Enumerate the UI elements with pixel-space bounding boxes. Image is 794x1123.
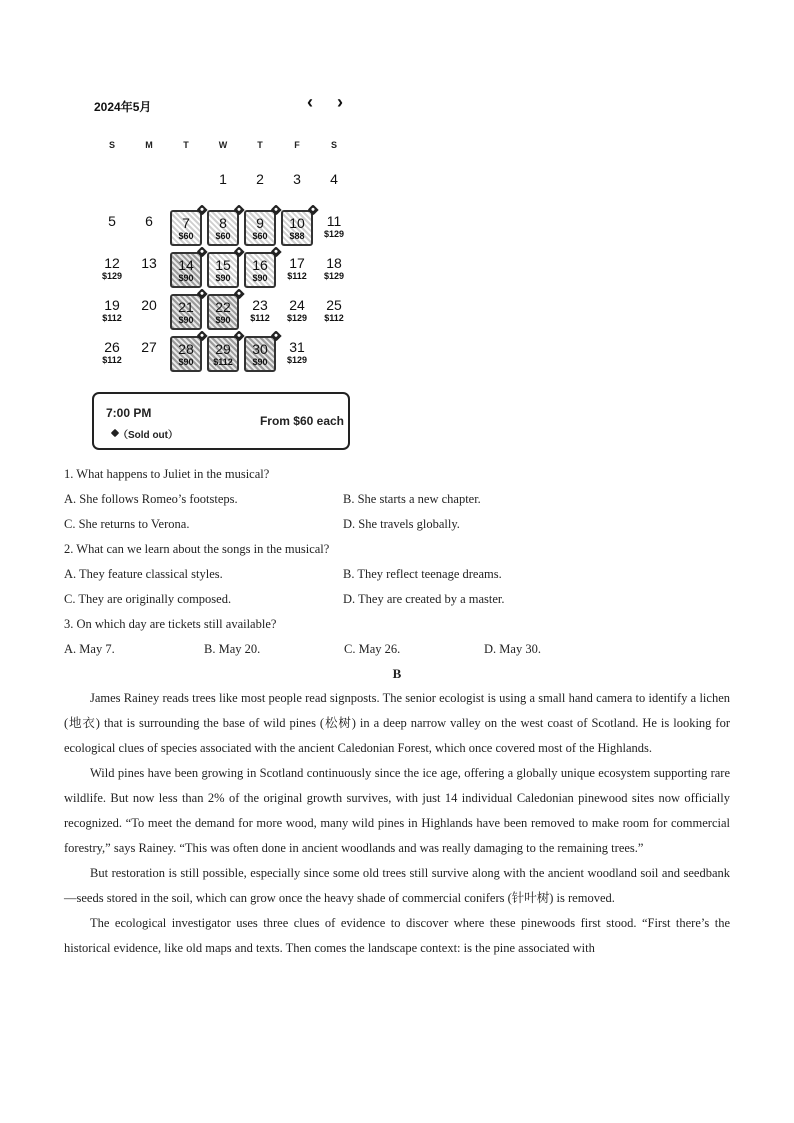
day-number: 29 [215,341,231,357]
day-price: $60 [252,231,268,241]
weekday-label: S [330,140,337,150]
day-number: 3 [293,171,301,187]
calendar-day[interactable] [244,210,276,246]
day-number: 25 [326,297,342,313]
calendar-day[interactable] [96,210,128,246]
day-number: 15 [215,257,231,273]
calendar-day[interactable] [170,252,202,288]
answer-option: C. They are originally composed. [64,592,232,606]
day-number: 12 [104,255,120,271]
calendar-day[interactable] [207,168,239,204]
ticket-tag-icon [270,246,281,257]
day-number: 11 [326,213,342,229]
day-number: 6 [145,213,153,229]
section-heading: B [392,666,402,681]
day-number: 9 [256,215,264,231]
reading-passage [64,686,730,961]
answer-option: C. May 26. [344,642,401,656]
calendar-day[interactable] [244,294,276,330]
day-price: $112 [213,357,233,367]
calendar-day[interactable] [96,294,128,330]
calendar-day[interactable] [207,294,239,330]
passage-paragraph: But restoration is still possible, especially since some old trees still survive along with the ancient woodland soil and seedbank—seeds stored in the soil, which can grow once the heavy shade of commercial conifers (针叶树) is removed. [64,866,730,905]
day-price: $129 [101,271,123,281]
day-price: $88 [289,231,305,241]
calendar-day[interactable] [207,336,239,372]
day-number: 13 [141,255,157,271]
calendar-day[interactable] [244,168,276,204]
day-price: $90 [252,357,268,367]
day-price: $112 [102,313,122,323]
calendar-day[interactable] [133,294,165,330]
calendar-day[interactable] [244,252,276,288]
day-price: $90 [178,357,194,367]
day-price: $129 [323,271,345,281]
showtime-price: From $60 each [259,414,344,428]
passage-paragraph: Wild pines have been growing in Scotland continuously since the ice age, offering a globally unique ecosystem supporting rare wildlife. But now less than 2% of the original growth survives, with just 14 individual Caledonian pinewood sites now officially recognized. “To meet the demand for more wood, many wild pines in Highlands have been removed to make room for commercial forestry,” says Rainey. “This was often done in ancient woodlands and was really damaging to the remaining trees.” [64,766,730,855]
calendar-day[interactable] [281,252,313,288]
calendar-day[interactable] [207,252,239,288]
ticket-tag-icon [196,330,207,341]
answer-option: A. She follows Romeo’s footsteps. [64,492,238,506]
ticket-tag-icon [196,288,207,299]
day-number: 20 [141,297,157,313]
day-price: $112 [324,313,344,323]
passage-paragraph: The ecological investigator uses three clues of evidence to discover where these pinewoods first stood. “First there’s the historical evidence, like old maps and texts. Then comes the landscape context: is the pine associated with [64,916,730,955]
ticket-tag-icon [196,246,207,257]
day-price: $129 [323,229,345,239]
answer-option: B. They reflect teenage dreams. [343,567,502,581]
day-number: 28 [178,341,194,357]
ticket-tag-icon [233,246,244,257]
answer-option: B. She starts a new chapter. [343,492,481,506]
ticket-tag-icon [233,330,244,341]
question-text: 1. What happens to Juliet in the musical? [64,467,270,481]
calendar-month-title: 2024年5月 [94,100,152,114]
calendar-day[interactable] [170,336,202,372]
calendar-day[interactable] [170,210,202,246]
answer-option: D. She travels globally. [343,517,460,531]
answer-option: D. They are created by a master. [343,592,505,606]
day-number: 1 [219,171,227,187]
ticket-tag-icon [233,204,244,215]
day-price: $90 [178,273,194,283]
ticket-calendar [88,90,358,460]
calendar-day[interactable] [281,294,313,330]
day-number: 26 [104,339,120,355]
day-number: 27 [141,339,157,355]
weekday-label: F [294,140,300,150]
question-text: 3. On which day are tickets still available? [64,617,277,631]
sold-out-status: （Sold out） [118,430,178,441]
day-number: 8 [219,215,227,231]
day-price: $90 [215,315,231,325]
weekday-label: S [108,140,115,150]
day-number: 21 [178,299,194,315]
answer-option: D. May 30. [484,642,541,656]
day-number: 17 [289,255,305,271]
day-price: $112 [287,271,307,281]
day-number: 24 [289,297,305,313]
day-number: 10 [289,215,305,231]
calendar-day[interactable] [207,210,239,246]
ticket-tag-icon [196,204,207,215]
day-number: 22 [215,299,231,315]
next-month-chevron-icon[interactable]: › [337,92,343,112]
day-price: $90 [252,273,268,283]
calendar-day[interactable] [281,336,313,372]
calendar-day[interactable] [96,252,128,288]
ticket-tag-icon [307,204,318,215]
weekday-label: W [218,140,228,150]
day-price: $112 [102,355,122,365]
day-number: 19 [104,297,120,313]
day-price: $60 [178,231,194,241]
calendar-day[interactable] [133,252,165,288]
calendar-day[interactable] [170,294,202,330]
ticket-tag-icon [270,204,281,215]
weekday-label: T [183,140,189,150]
day-number: 7 [182,215,190,231]
day-number: 5 [108,213,116,229]
calendar-day[interactable] [244,336,276,372]
calendar-day[interactable] [318,252,350,288]
calendar-day[interactable] [318,210,350,246]
day-number: 16 [252,257,268,273]
answer-option: B. May 20. [204,642,261,656]
answer-option: A. They feature classical styles. [64,567,223,581]
day-number: 14 [178,257,194,273]
answer-option: C. She returns to Verona. [64,517,190,531]
calendar-day[interactable] [133,336,165,372]
day-price: $60 [215,231,231,241]
day-price: $90 [215,273,231,283]
calendar-day[interactable] [318,168,350,204]
prev-month-chevron-icon[interactable]: ‹ [307,92,313,112]
calendar-day[interactable] [281,210,313,246]
weekday-label: M [145,140,153,150]
weekday-label: T [257,140,263,150]
calendar-day[interactable] [281,168,313,204]
answer-option: A. May 7. [64,642,115,656]
day-price: $129 [286,313,308,323]
ticket-tag-icon [270,330,281,341]
calendar-day[interactable] [318,294,350,330]
day-price: $112 [250,313,270,323]
day-number: 23 [252,297,268,313]
day-price: $129 [286,355,308,365]
question-text: 2. What can we learn about the songs in the musical? [64,542,330,556]
day-number: 31 [289,339,305,355]
calendar-day[interactable] [96,336,128,372]
day-price: $90 [178,315,194,325]
day-number: 30 [252,341,268,357]
day-number: 2 [256,171,264,187]
showtime-slot[interactable] [92,392,350,450]
showtime-time: 7:00 PM [106,406,152,420]
passage-paragraph: James Rainey reads trees like most people read signposts. The senior ecologist is using a small hand camera to identify a lichen (地衣) that is surrounding the base of wild pines (松树) in a deep narrow valley on the west coast of Scotland. He is looking for ecological clues of species associated with the ancient Caledonian Forest, which once covered most of the Highlands. [64,691,730,755]
ticket-tag-icon [233,288,244,299]
day-number: 4 [330,171,338,187]
day-number: 18 [326,255,342,271]
calendar-day[interactable] [133,210,165,246]
